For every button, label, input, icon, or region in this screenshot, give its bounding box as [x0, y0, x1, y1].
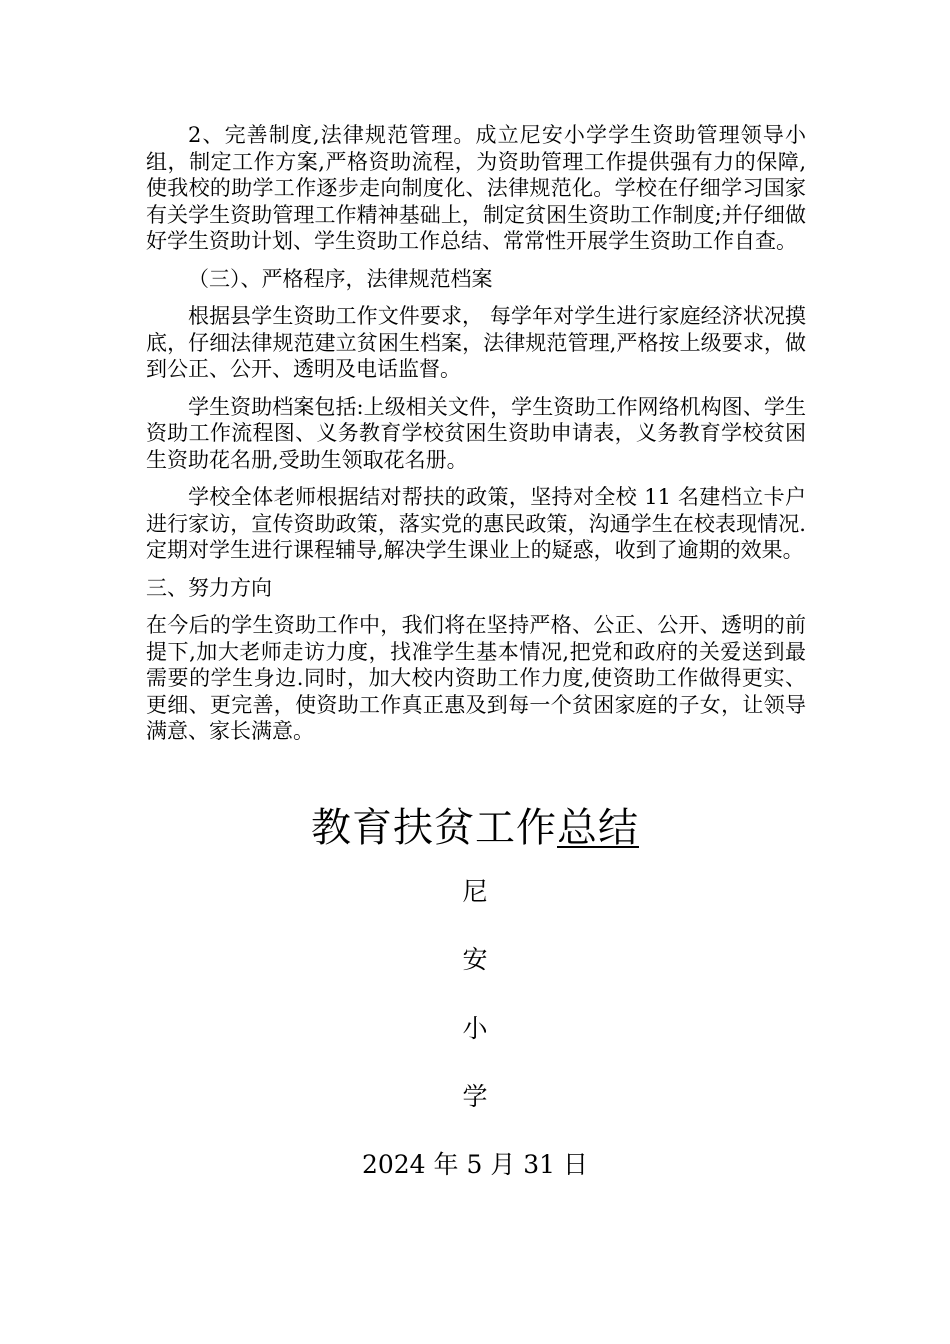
- signature-school-char-1: 尼: [462, 877, 488, 906]
- signature-school-char-4: 学: [462, 1082, 488, 1111]
- signature-school-char-2: 安: [462, 945, 488, 974]
- document-title-underlined: 总结: [557, 805, 639, 851]
- paragraph-archive-contents: 学生资助档案包括:上级相关文件，学生资助工作网络机构图、学生资助工作流程图、义务教育学校贫困生资助申请表，义务教育学校贫困生资助花名册,受助生领取花名册。: [146, 394, 806, 472]
- paragraph-system-management: 2、完善制度,法律规范管理。成立尼安小学学生资助管理领导小组，制定工作方案,严格资助流程，为资助管理工作提供强有力的保障,使我校的助学工作逐步走向制度化、法律规范化。学校在仔细学习国家有关学生资助管理工作精神基础上，制定贫困生资助工作制度;并仔细做好学生资助计划、学生资助工作总结、常常性开展学生资助工作自查。: [146, 123, 806, 253]
- signature-school-char-3: 小: [462, 1014, 488, 1043]
- section-heading-direction: 三、努力方向: [146, 575, 272, 600]
- document-title: [0, 800, 950, 856]
- section-heading-archives: （三）、严格程序，法律规范档案: [188, 266, 493, 291]
- document-body: [146, 122, 806, 756]
- paragraph-county-requirements: 根据县学生资助工作文件要求， 每学年对学生进行家庭经济状况摸底，仔细法律规范建立贫困生档案，法律规范管理,严格按上级要求，做到公正、公开、透明及电话监督。: [146, 304, 806, 381]
- document-title-block: [0, 800, 950, 856]
- paragraph-future-work: 在今后的学生资助工作中，我们将在坚持严格、公正、公开、透明的前提下,加大老师走访力度，找准学生基本情况,把党和政府的关爱送到最需要的学生身边.同时，加大校内资助工作力度,使资助工作做得更实、更细、更完善，使资助工作真正惠及到每一个贫困家庭的子女，让领导满意、家长满意。: [146, 613, 806, 743]
- signature-date: 2024 年 5 月 31 日: [361, 1150, 589, 1179]
- paragraph-home-visits: 学校全体老师根据结对帮扶的政策，坚持对全校 11 名建档立卡户进行家访，宣传资助政策，落实党的惠民政策，沟通学生在校表现情况.定期对学生进行课程辅导,解决学生课业上的疑惑，收到了逾期的效果。: [146, 485, 806, 562]
- document-title-main: 教育扶贫工作: [311, 805, 557, 851]
